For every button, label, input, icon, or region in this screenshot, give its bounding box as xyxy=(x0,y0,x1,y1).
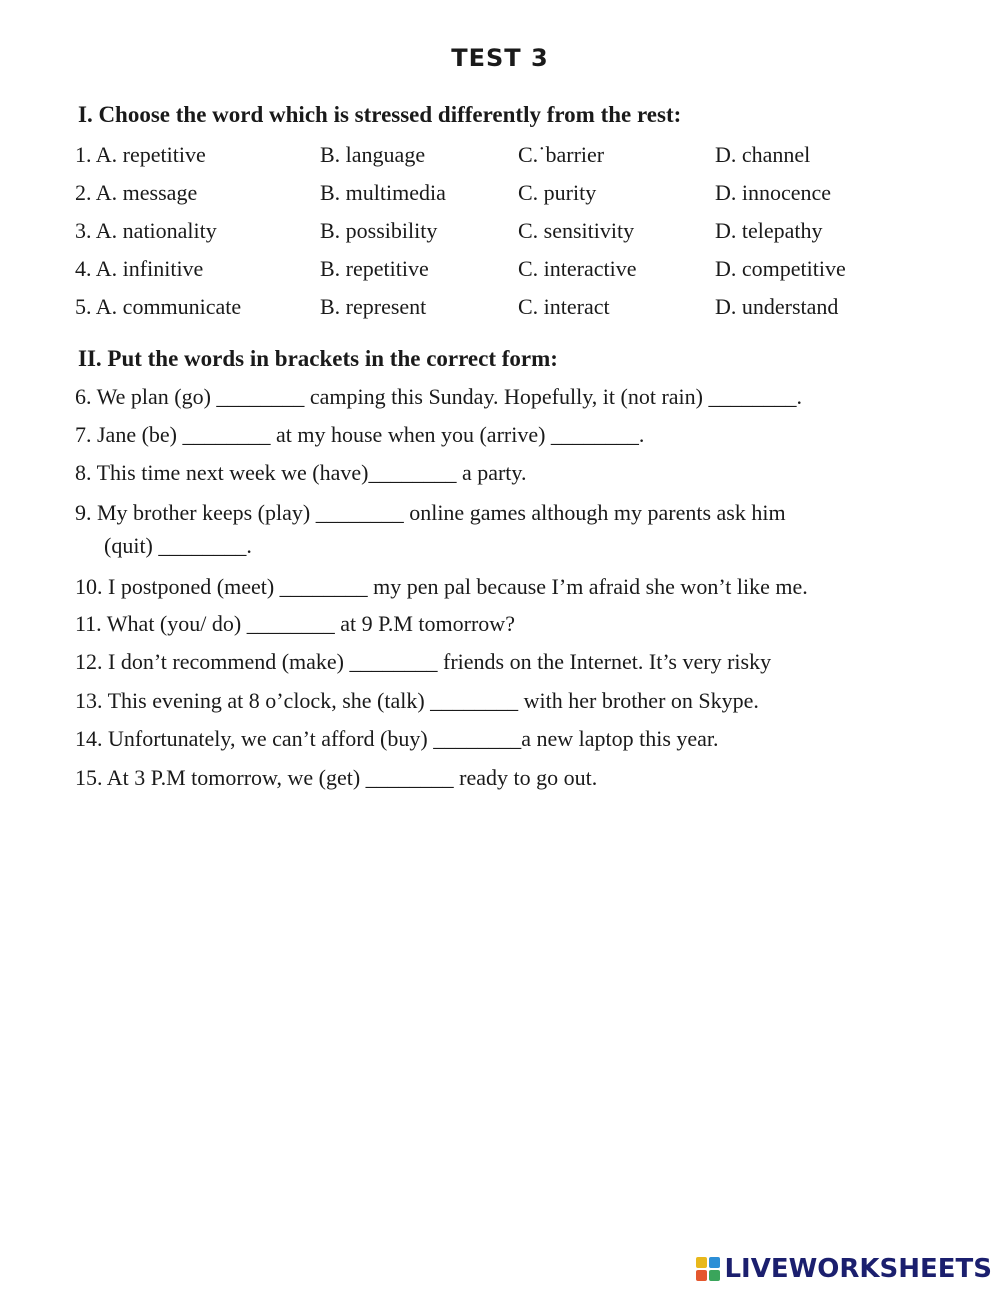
option-d: D. understand xyxy=(715,294,839,319)
exercise-line: 6. We plan (go) ________ camping this Sunday. Hopefully, it (not rain) ________. xyxy=(75,384,802,409)
exercise-line: 10. I postponed (meet) ________ my pen pal because I’m afraid she won’t like me. xyxy=(75,574,808,599)
option-c: C. purity xyxy=(518,180,597,205)
exercise-line: 12. I don’t recommend (make) ________ friends on the Internet. It’s very risky xyxy=(75,649,772,674)
logo-square xyxy=(696,1270,707,1281)
option-b: B. multimedia xyxy=(320,180,446,205)
section-1-heading: I. Choose the word which is stressed differently from the rest: xyxy=(78,102,682,127)
option-c: C. sensitivity xyxy=(518,218,635,243)
option-a: 4. A. infinitive xyxy=(75,256,204,281)
option-c: C. interact xyxy=(518,294,610,319)
liveworksheets-watermark xyxy=(696,1255,992,1283)
option-c: C. interactive xyxy=(518,256,637,281)
exercise-line: 13. This evening at 8 o’clock, she (talk) ________ with her brother on Skype. xyxy=(75,688,759,713)
exercise-line: 14. Unfortunately, we can’t afford (buy) ________a new laptop this year. xyxy=(75,726,719,751)
exercise-line: 15. At 3 P.M tomorrow, we (get) ________ ready to go out. xyxy=(75,765,598,790)
option-b: B. repetitive xyxy=(320,256,429,281)
option-a: 2. A. message xyxy=(75,180,198,205)
exercise-line: 7. Jane (be) ________ at my house when you (arrive) ________. xyxy=(75,422,645,447)
logo-square xyxy=(696,1257,707,1268)
option-b: B. language xyxy=(320,142,426,167)
option-d: D. innocence xyxy=(715,180,832,205)
watermark-text: LIVEWORKSHEETS xyxy=(724,1254,992,1284)
option-d: D. competitive xyxy=(715,256,846,281)
exercise-line: 11. What (you/ do) ________ at 9 P.M tomorrow? xyxy=(75,611,515,636)
worksheet-title: TEST 3 xyxy=(451,44,549,72)
option-c: C.˙barrier xyxy=(518,142,605,167)
exercise-line: 8. This time next week we (have)________ a party. xyxy=(75,460,527,485)
option-b: B. represent xyxy=(320,294,427,319)
option-a: 3. A. nationality xyxy=(75,218,217,243)
exercise-line: 9. My brother keeps (play) ________ online games although my parents ask him xyxy=(75,500,786,525)
option-a: 5. A. communicate xyxy=(75,294,242,319)
logo-square xyxy=(709,1257,720,1268)
logo-square xyxy=(709,1270,720,1281)
liveworksheets-logo-icon xyxy=(696,1257,720,1281)
option-a: 1. A. repetitive xyxy=(75,142,206,167)
exercise-line-continuation: (quit) ________. xyxy=(104,533,252,558)
option-d: D. telepathy xyxy=(715,218,823,243)
option-d: D. channel xyxy=(715,142,811,167)
option-b: B. possibility xyxy=(320,218,438,243)
section-2-heading: II. Put the words in brackets in the correct form: xyxy=(78,346,558,371)
